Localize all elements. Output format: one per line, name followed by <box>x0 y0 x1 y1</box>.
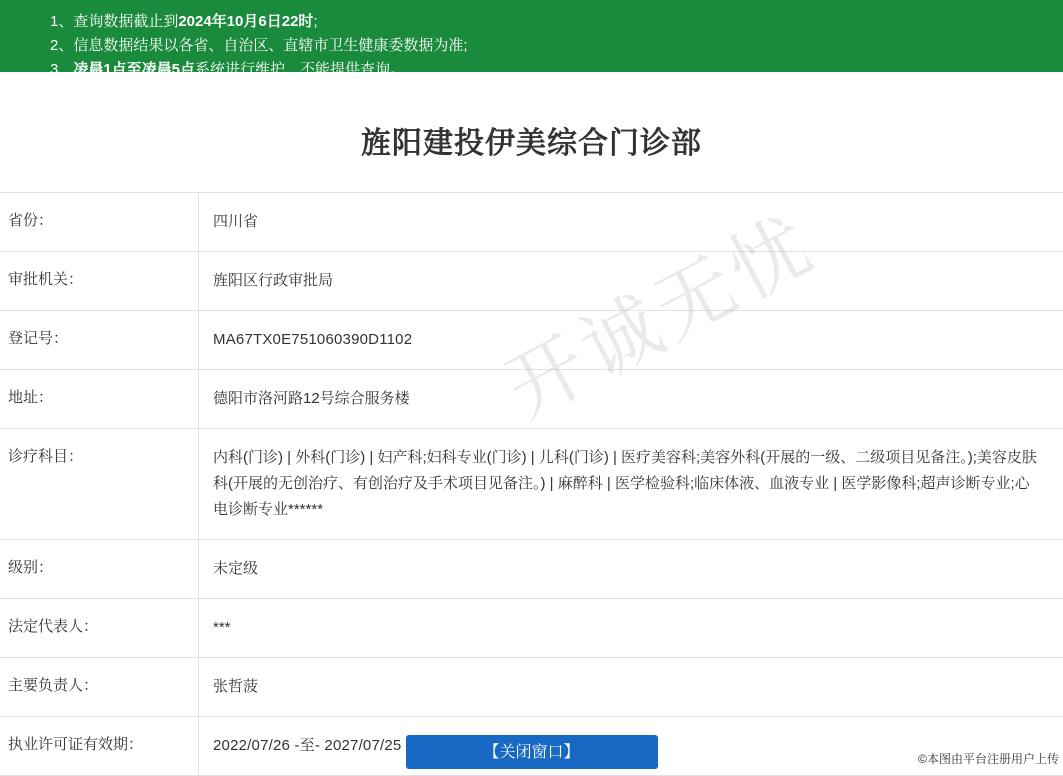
table-row <box>0 658 1063 717</box>
row-value-level: 未定级 <box>199 540 1063 599</box>
row-value-approval-authority: 旌阳区行政审批局 <box>199 252 1063 311</box>
row-value-legal-representative: *** <box>199 599 1063 658</box>
row-value-registration-number: MA67TX0E751060390D1102 <box>199 311 1063 370</box>
row-label-approval-authority: 审批机关： <box>0 252 199 311</box>
row-label-province: 省份： <box>0 193 199 252</box>
table-row <box>0 193 1063 252</box>
row-value-principal: 张哲菠 <box>199 658 1063 717</box>
table-row <box>0 599 1063 658</box>
row-label-departments: 诊疗科目： <box>0 429 199 540</box>
row-value-license-validity: 2022/07/26 -至- 2027/07/25 <box>199 717 1063 776</box>
row-label-legal-representative: 法定代表人： <box>0 599 199 658</box>
row-label-address: 地址： <box>0 370 199 429</box>
clinic-info-table <box>0 192 1063 776</box>
row-label-level: 级别： <box>0 540 199 599</box>
notice-line-2: 2、信息数据结果以各省、自治区、直辖市卫生健康委数据为准; <box>0 34 1063 58</box>
close-button-container <box>0 735 1063 769</box>
table-row <box>0 311 1063 370</box>
row-value-address: 德阳市洛河路12号综合服务楼 <box>199 370 1063 429</box>
upload-credit: ©本图由平台注册用户上传 <box>918 750 1059 767</box>
page-title: 旌阳建投伊美综合门诊部 <box>0 72 1063 192</box>
row-value-departments: 内科(门诊) | 外科(门诊) | 妇产科;妇科专业(门诊) | 儿科(门诊) | 医疗美容科;美容外科(开展的一级、二级项目见备注。);美容皮肤科(开展的无创治疗、有创治疗及手术项目见备注。) | 麻醉科 | 医学检验科;临床体液、血液专业 | 医学影像科;超声诊断专业;心电诊断专业****** <box>199 429 1063 540</box>
row-label-principal: 主要负责人： <box>0 658 199 717</box>
table-row <box>0 252 1063 311</box>
notice-line-1: 1、查询数据截止到2024年10月6日22时; <box>0 10 1063 34</box>
table-row <box>0 540 1063 599</box>
table-row <box>0 429 1063 540</box>
notice-line-3: 3、凌晨1点至凌晨5点系统进行维护，不能提供查询。 <box>0 58 1063 82</box>
row-label-registration-number: 登记号： <box>0 311 199 370</box>
close-window-button[interactable]: 【关闭窗口】 <box>406 735 658 769</box>
notice-banner <box>0 0 1063 72</box>
table-row <box>0 370 1063 429</box>
row-label-license-validity: 执业许可证有效期： <box>0 717 199 776</box>
watermark: 开诚无忧 <box>483 183 832 440</box>
row-value-province: 四川省 <box>199 193 1063 252</box>
